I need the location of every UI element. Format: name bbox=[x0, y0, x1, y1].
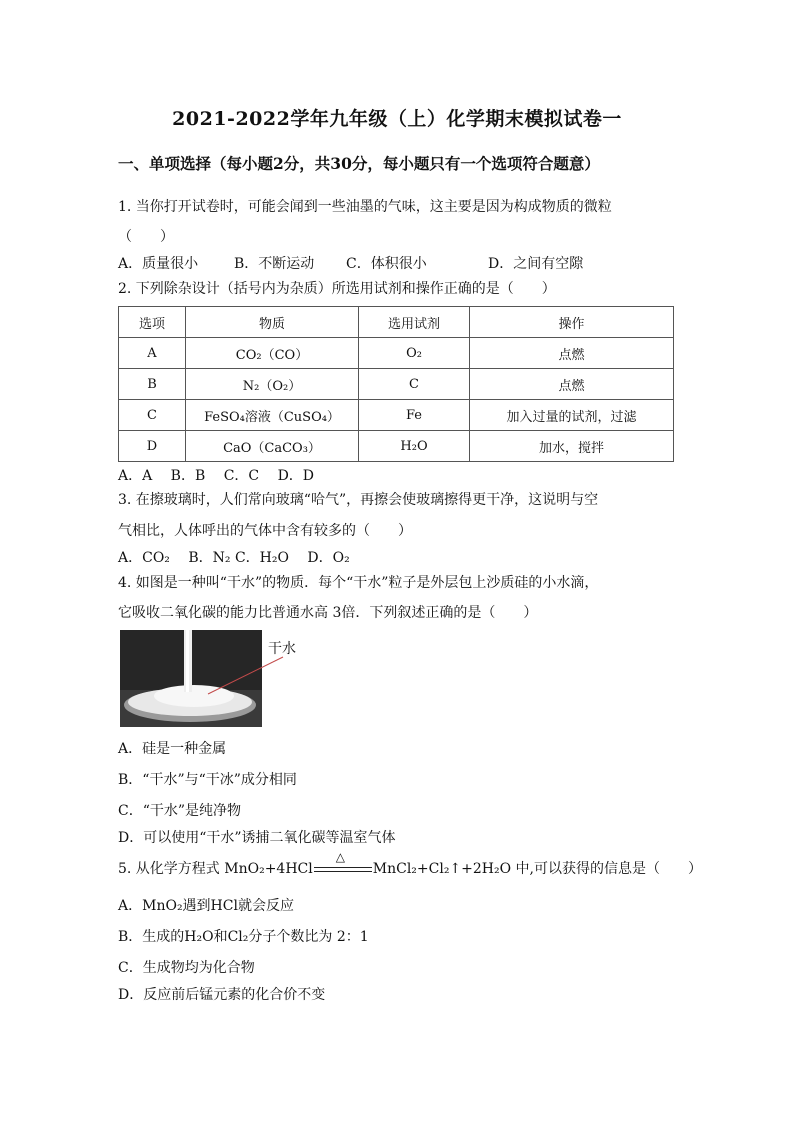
q4-option-c: C．“干水”是纯净物 bbox=[118, 803, 242, 819]
q4-option-d: D．可以使用“干水”诱捕二氧化碳等温室气体 bbox=[118, 830, 396, 846]
table-cell: 加水，搅拌 bbox=[470, 431, 674, 462]
table-cell: C bbox=[359, 369, 470, 400]
table-cell: Fe bbox=[359, 400, 470, 431]
q1-option-b: B．不断运动 bbox=[234, 256, 315, 272]
q3-options: A．CO₂ B．N₂ C．H₂O D．O₂ bbox=[118, 550, 350, 566]
table-cell: FeSO₄溶液（CuSO₄） bbox=[186, 400, 359, 431]
q4-option-b: B．“干水”与“干冰”成分相同 bbox=[118, 772, 297, 788]
q3-stem-line2: 气相比，人体呼出的气体中含有较多的（ ） bbox=[118, 523, 412, 539]
table-cell: CaO（CaCO₃） bbox=[186, 431, 359, 462]
table-cell: D bbox=[119, 431, 186, 462]
table-cell: H₂O bbox=[359, 431, 470, 462]
q4-option-a: A．硅是一种金属 bbox=[118, 741, 227, 757]
heat-condition-arrow bbox=[314, 850, 372, 876]
table-cell: A bbox=[119, 338, 186, 369]
q5-stem-prefix: 5. 从化学方程式 MnO₂+4HCl bbox=[118, 861, 313, 877]
table-header: 操作 bbox=[470, 307, 674, 338]
q2-options: A．A B．B C．C D．D bbox=[118, 468, 315, 484]
table-header: 物质 bbox=[186, 307, 359, 338]
q4-stem-line1: 4. 如图是一种叫“干水”的物质．每个“干水”粒子是外层包上沙质硅的小水滴， bbox=[118, 575, 599, 591]
q5-stem-suffix: MnCl₂+Cl₂↑+2H₂O 中,可以获得的信息是（ ） bbox=[372, 861, 703, 877]
q5-option-c: C．生成物均为化合物 bbox=[118, 960, 255, 976]
q5-option-a: A．MnO₂遇到HCl就会反应 bbox=[118, 898, 294, 914]
q1-blank: （ ） bbox=[118, 229, 174, 245]
q2-stem: 2. 下列除杂设计（括号内为杂质）所选用试剂和操作正确的是（ ） bbox=[118, 281, 556, 297]
table-cell: O₂ bbox=[359, 338, 470, 369]
table-cell: B bbox=[119, 369, 186, 400]
heat-triangle-icon: △ bbox=[335, 850, 345, 864]
dry-water-label: 干水 bbox=[268, 641, 296, 657]
q1-option-d: D．之间有空隙 bbox=[488, 256, 584, 272]
table-cell: CO₂（CO） bbox=[186, 338, 359, 369]
q3-stem-line1: 3. 在擦玻璃时，人们常向玻璃“哈气”，再擦会使玻璃擦得更干净，这说明与空 bbox=[118, 492, 599, 508]
table-header: 选项 bbox=[119, 307, 186, 338]
table-cell: N₂（O₂） bbox=[186, 369, 359, 400]
table-cell: 点燃 bbox=[470, 338, 674, 369]
q1-option-a: A．质量很小 bbox=[118, 256, 199, 272]
q5-option-d: D．反应前后锰元素的化合价不变 bbox=[118, 987, 326, 1003]
q5-option-b: B．生成的H₂O和Cl₂分子个数比为 2：1 bbox=[118, 929, 369, 945]
table-cell: C bbox=[119, 400, 186, 431]
section-heading: 一、单项选择（每小题2分，共30分，每小题只有一个选项符合题意） bbox=[118, 154, 600, 173]
q4-stem-line2: 它吸收二氧化碳的能力比普通水高 3倍．下列叙述正确的是（ ） bbox=[118, 605, 538, 621]
table-cell: 加入过量的试剂，过滤 bbox=[470, 400, 674, 431]
table-cell: 点燃 bbox=[470, 369, 674, 400]
q5-stem bbox=[118, 850, 703, 879]
q1-option-c: C．体积很小 bbox=[346, 256, 427, 272]
page-title: 2021-2022学年九年级（上）化学期末模拟试卷一 bbox=[172, 108, 622, 130]
table-header: 选用试剂 bbox=[359, 307, 470, 338]
q1-stem: 1. 当你打开试卷时，可能会闻到一些油墨的气味，这主要是因为构成物质的微粒 bbox=[118, 199, 612, 215]
